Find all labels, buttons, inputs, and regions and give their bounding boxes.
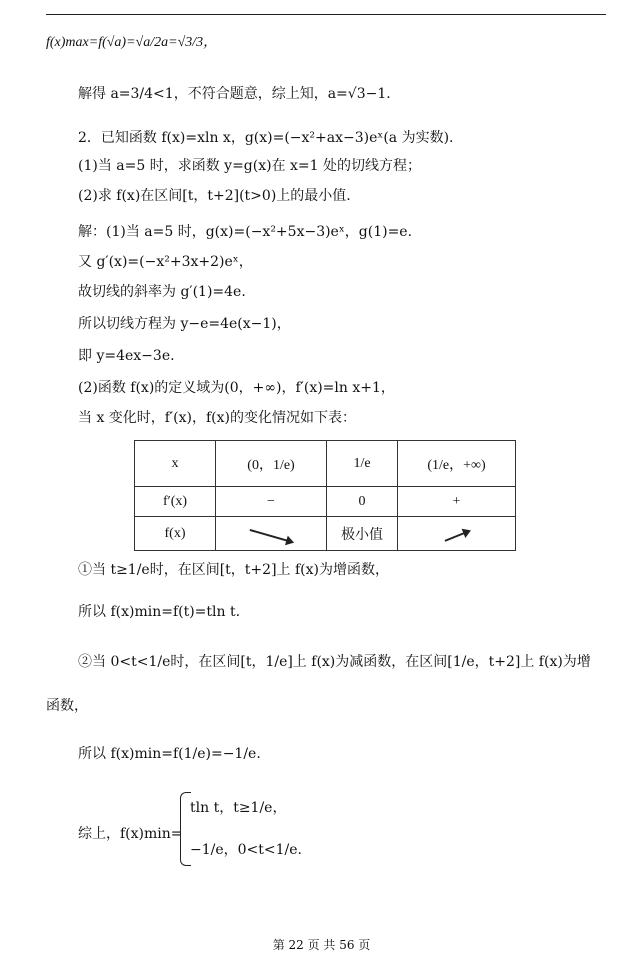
text-line-9: 所以切线方程为 y−e=4e(x−1)， bbox=[78, 316, 291, 332]
table-header-critical-point: 1/e bbox=[327, 441, 398, 487]
text-line-4: (1)当 a=5 时，求函数 y=g(x)在 x=1 处的切线方程； bbox=[78, 158, 422, 174]
table-cell: f(x) bbox=[135, 517, 216, 551]
table-row-derivative bbox=[135, 487, 516, 517]
text-line-2: 解得 a=3/4<1，不符合题意，综上知，a=√3−1. bbox=[78, 86, 391, 102]
piecewise-case-1: tln t，t≥1/e， bbox=[190, 800, 287, 816]
table-cell: − bbox=[216, 487, 327, 517]
top-rule bbox=[46, 14, 606, 15]
table-cell: f′(x) bbox=[135, 487, 216, 517]
text-line-10: 即 y=4ex−3e. bbox=[78, 348, 175, 364]
table-header-interval-2: (1/e，+∞) bbox=[398, 441, 516, 487]
table-row-function bbox=[135, 517, 516, 551]
increasing-arrow-icon bbox=[444, 530, 469, 542]
table-header-x: x bbox=[135, 441, 216, 487]
table-cell-increasing bbox=[398, 517, 516, 551]
text-line-13: ①当 t≥1/e时，在区间[t，t+2]上 f(x)为增函数， bbox=[78, 562, 389, 578]
text-line-6: 解：(1)当 a=5 时，g(x)=(−x²+5x−3)eˣ，g(1)=e. bbox=[78, 224, 413, 240]
text-line-3: 2．已知函数 f(x)=xln x，g(x)=(−x²+ax−3)eˣ(a 为实数). bbox=[78, 130, 454, 146]
table-header-interval-1: (0，1/e) bbox=[216, 441, 327, 487]
piecewise-case-2: −1/e，0<t<1/e. bbox=[190, 842, 302, 858]
text-line-16: 函数， bbox=[46, 698, 88, 714]
table-cell: 0 bbox=[327, 487, 398, 517]
text-line-17: 所以 f(x)min=f(1/e)=−1/e. bbox=[78, 746, 261, 762]
table-cell: + bbox=[398, 487, 516, 517]
text-line-1: f(x)max=f(√a)=√a/2a=√3/3， bbox=[46, 35, 218, 50]
text-line-12: 当 x 变化时，f′(x)，f(x)的变化情况如下表： bbox=[78, 410, 356, 426]
text-line-8: 故切线的斜率为 g′(1)=4e. bbox=[78, 284, 246, 300]
page-footer: 第 22 页 共 56 页 bbox=[272, 938, 371, 952]
summary-label: 综上，f(x)min= bbox=[78, 826, 183, 842]
text-line-14: 所以 f(x)min=f(t)=tln t. bbox=[78, 604, 241, 620]
table-cell-decreasing bbox=[216, 517, 327, 551]
variation-table bbox=[134, 440, 516, 551]
table-header-row bbox=[135, 441, 516, 487]
text-line-5: (2)求 f(x)在区间[t，t+2](t>0)上的最小值. bbox=[78, 188, 351, 204]
table-cell: 极小值 bbox=[327, 517, 398, 551]
text-line-11: (2)函数 f(x)的定义域为(0，+∞)，f′(x)=ln x+1， bbox=[78, 380, 395, 396]
text-line-7: 又 g′(x)=(−x²+3x+2)eˣ， bbox=[78, 254, 253, 270]
decreasing-arrow-icon bbox=[250, 528, 293, 542]
text-line-15: ②当 0<t<1/e时，在区间[t，1/e]上 f(x)为减函数，在区间[1/e，t+2]上 f(x)为增 bbox=[78, 654, 591, 670]
